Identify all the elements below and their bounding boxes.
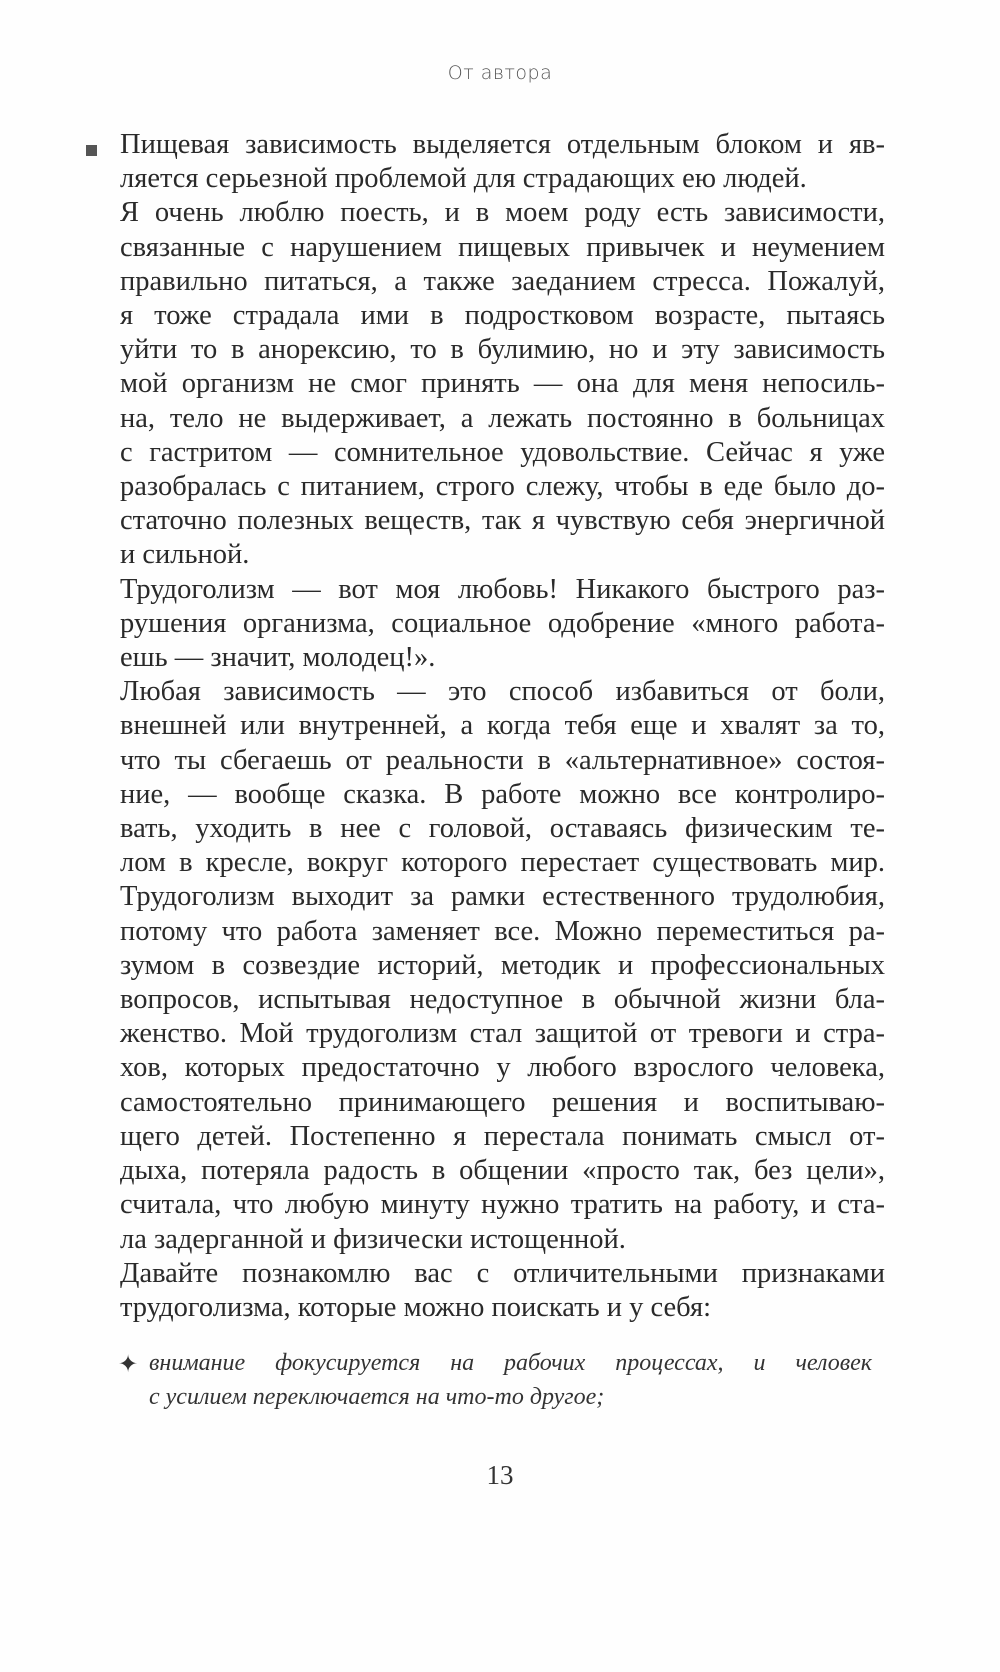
text-line: я тоже страдала ими в подростковом возрасте, пытаясь (120, 300, 885, 332)
list-item (149, 1346, 872, 1414)
text-line: Трудоголизм выходит за рамки естественного трудолюбия, (120, 881, 885, 913)
four-pointed-star-icon: ✦ (118, 1350, 139, 1378)
text-line: хов, которых предостаточно у любого взрослого человека, (120, 1052, 885, 1084)
list-item-line: с усилием переключается на что-то другое; (149, 1384, 605, 1410)
text-line: самостоятельно принимающего решения и воспитываю- (120, 1086, 885, 1118)
text-line: разобралась с питанием, строго слежу, чтобы в еде было до- (120, 471, 885, 503)
text-line: трудоголизма, которые можно поискать и у себя: (120, 1291, 711, 1323)
text-line: Любая зависимость — это способ избавиться от боли, (120, 676, 885, 708)
text-line: ляется серьезной проблемой для страдающих ею людей. (120, 163, 807, 195)
text-line: Я очень люблю поесть, и в моем роду есть зависимости, (120, 197, 885, 229)
text-line: женство. Мой трудоголизм стал защитой от тревоги и стра- (120, 1018, 885, 1050)
text-line: ние, — вообще сказка. В работе можно все контролиро- (120, 778, 885, 810)
text-line: что ты сбегаешь от реальности в «альтернативное» состоя- (120, 744, 885, 776)
body-text (120, 128, 885, 1325)
text-line: лом в кресле, вокруг которого перестает существовать мир. (120, 847, 885, 879)
text-line: уйти то в анорексию, то в булимию, но и эту зависимость (120, 334, 885, 366)
text-line: внешней или внутренней, а когда тебя еще и хвалят за то, (120, 710, 885, 742)
text-line: дыха, потеряла радость в общении «просто так, без цели», (120, 1155, 885, 1187)
text-line: ешь — значит, молодец!». (120, 642, 436, 674)
text-line: потому что работа заменяет все. Можно переместиться ра- (120, 915, 885, 947)
list-block (149, 1346, 872, 1414)
text-line: и сильной. (120, 539, 250, 571)
text-line: зумом в созвездие историй, методик и профессиональных (120, 949, 885, 981)
text-line: мой организм не смог принять — она для меня непосиль- (120, 368, 885, 400)
running-head: От автора (447, 62, 553, 84)
text-line: ла задерганной и физически истощенной. (120, 1223, 626, 1255)
text-line: Пищевая зависимость выделяется отдельным блоком и яв- (120, 129, 885, 160)
text-line: правильно питаться, а также заеданием стресса. Пожалуй, (120, 265, 885, 297)
text-line: с гастритом — сомнительное удовольствие. Сейчас я уже (120, 436, 885, 468)
text-line: статочно полезных веществ, так я чувствую себя энергичной (120, 505, 885, 537)
text-line: вопросов, испытывая недоступное в обычной жизни бла- (120, 984, 885, 1016)
text-line: Давайте познакомлю вас с отличительными признаками (120, 1257, 885, 1289)
list-item-line: внимание фокусируется на рабочих процессах, и человек (149, 1350, 872, 1376)
square-bullet-icon (86, 145, 97, 156)
text-line: на, тело не выдерживает, а лежать постоянно в больницах (120, 402, 885, 434)
text-line: Трудоголизм — вот моя любовь! Никакого быстрого раз- (120, 573, 885, 605)
text-line: связанные с нарушением пищевых привычек и неумением (120, 231, 885, 263)
page-number: 13 (486, 1460, 514, 1490)
text-line: вать, уходить в нее с головой, оставаясь физическим те- (120, 813, 885, 845)
text-line: рушения организма, социальное одобрение «много работа- (120, 607, 885, 639)
text-line: считала, что любую минуту нужно тратить на работу, и ста- (120, 1189, 885, 1221)
text-line: щего детей. Постепенно я перестала понимать смысл от- (120, 1120, 885, 1152)
